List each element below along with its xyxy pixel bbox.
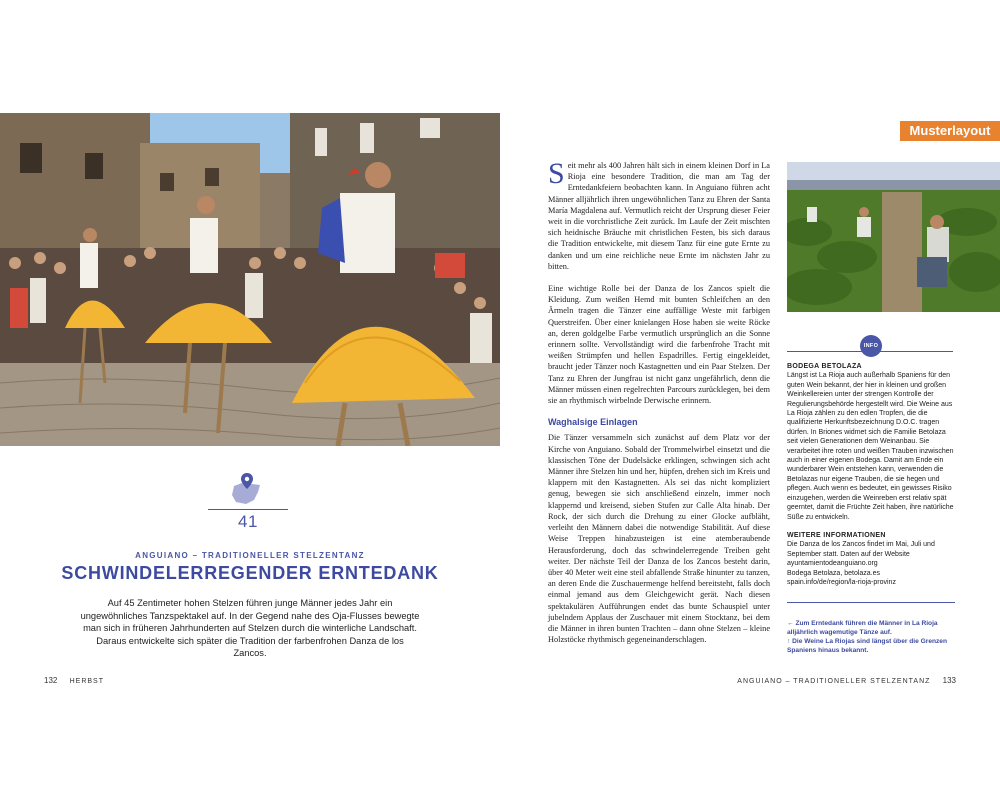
paragraph-2: Eine wichtige Rolle bei der Danza de los Zancos spielt die Kleidung. Zum weißen Hemd mit bunten Schleifchen an den Ärmeln tragen die Tänzer eine auffällige Weste mit farbigen Querstreifen. Über einer knielangen Hose haben sie weite Röcke an, deren goldgelbe Farbe vermutlich ursprünglich an die Sonne erinnern sollte. Vervollständigt wird die farbenfrohe Tracht mit weißen Strümpfen und hellen Espadrilles. Fertig eingekleidet, braucht jeder Tänzer noch Kastagnetten und ein Paar Stelzen. Der Tanz zu Ehren der Jungfrau ist nicht ganz ungefährlich, denn die Männer müssen einen regelrechten Parcours zurücklegen, bei dem sie an rhythmisch wirbelnde Derwische erinnern. [548,284,770,406]
folio-left [44,676,104,685]
link-anguiano[interactable]: ayuntamientodeanguiano.org [787,560,878,568]
chapter-number: 41 [238,512,258,531]
caption-1: ← Zum Erntedank führen die Männer in La Rioja alljährlich wagemutige Tänze auf. [787,620,938,636]
arrow-left-icon: ← [787,620,794,627]
section-right: ANGUIANO – TRADITIONELLER STELZENTANZ [737,678,931,685]
dropcap: S [548,157,565,190]
headline: SCHWINDELERREGENDER ERNTEDANK [61,563,439,583]
link-spain-info[interactable]: spain.info/de/region/la-rioja-provinz [787,578,896,586]
kicker: ANGUIANO – TRADITIONELLER STELZENTANZ [135,551,365,560]
link-betolaza[interactable]: Bodega Betolaza, betolaza.es [787,569,881,577]
spain-map-pin-icon [222,470,270,510]
subheading: Waghalsige Einlagen [548,417,638,428]
paragraph-3: Die Tänzer versammeln sich zunächst auf dem Platz vor der Kirche von Anguiano. Sobald der Trommelwirbel einsetzt und die klassischen Töne der Dudelsäcke erklingen, schwingen sich acht Männer ihre Stelzen hin und her, hüpfen, drehen sich im Kreis und klappern mit den Kastagnetten. Als sei das nicht kompliziert genug, bewegen sie sich anschließend einzeln, immer noch klappernd und kreisend, sieben Stufen zur Calle Alta hinab. Der Rock, der sich durch die Drehung zu einer Glocke aufbläht, verleiht den Männern dabei die notwendige Stabilität. Auf diese Weise Treppen hinabzusteigen ist eine atemberaubende Herausforderung, doch das schwindelerregende Treiben geht weiter. Der nächste Teil der Danza de los Zancos besteht darin, über 40 Meter weit eine steil abfallende Straße hinunter zu tanzen, an deren Ende die Zuschauermenge helfend bereitsteht, falls doch einmal jemand aus dem Gleichgewicht gerät. Nach diesen spektakulären Aufführungen endet das bunte Schauspiel unter jubelndem Applaus der Zuschauer mit einem Stocktanz, bei dem die Männer in ihren bunten Trachten – dann ohne Stelzen – kleine Holzstöcke rhythmisch gegeneinanderschlagen. [548,433,770,645]
info-sidebar [787,362,955,596]
info-badge: INFO [860,335,882,357]
page-number-left: 132 [44,676,58,685]
caption-rule [787,602,955,603]
info-text: Längst ist La Rioja auch außerhalb Spaniens für den guten Wein bekannt, der hier in kleinen und großen Weinkellereien unter der strengen Kontrolle der Regulierungsbehörde hergestellt wird. Die Weine aus La Rioja zählen zu den edlen Tropfen, die die qualifizierte Herkunftsbezeichnung D.O.C. tragen dürfen. In Briones widmet sich die Familie Betolaza seit vielen Generationen dem Weinanbau. Sie verarbeitet ihre roten und weißen Trauben inzwischen auch in einer eigenen Bodega. Damit am Ende ein wunderbarer Wein entstehen kann, verwenden die Betolazas nur eigene Trauben, die sie hegen und pflegen. Auch wenn es bedeutet, ein gewisses Risiko einzugehen, werden die Weinreben erst relativ spät geerntet, damit die Früchte Zeit haben, ihre natürliche Süße zu entwickeln. [787,372,954,521]
main-text-column [548,157,770,656]
section-left: HERBST [69,678,104,685]
arrow-up-icon: ↑ [787,638,791,646]
lead-paragraph: Auf 45 Zentimeter hohen Stelzen führen junge Männer jedes Jahr ein ungewöhnliches Tanzspektakel auf. In der Gegend nahe des Oja-Flusses bewegte man sich in früheren Jahrhunderten auf Stelzen durch die winterliche Landschaft. Daraus entwickelte sich später die Tradition der farbenfrohen Danza de los Zancos. [80,598,420,658]
caption-2: ↑ Die Weine La Riojas sind längst über die Grenzen Spaniens hinaus bekannt. [787,638,948,654]
paragraph-1: Seit mehr als 400 Jahren hält sich in einem kleinen Dorf in La Rioja eine besondere Tradition, die man am Tag der Erntedankfeiern beobachten kann. In Anguiano führen acht Männer alljährlich ihren ungewöhnlichen Tanz zu Ehren der Santa María Magdalena auf. Vermutlich reicht der Ursprung dieser Feier weit in die vorchristliche Zeit zurück. Im Laufe der Zeit mischten sich heidnische Bräuche mit christlichen Festen, bis sich daraus die Tradition entwickelte, mit diesem Tanz für eine gute Ernte zu danken und um eine reichliche neue Ernte im nächsten Jahr zu bitten. [548,157,770,271]
number-rule [208,509,288,510]
more-info-title: WEITERE INFORMATIONEN [787,531,886,539]
vineyard-photo [787,162,1000,312]
photo-captions [787,620,955,656]
info-title: BODEGA BETOLAZA [787,363,862,370]
musterlayout-badge: Musterlayout [900,121,1000,141]
folio-right [737,676,956,685]
more-info-text: Die Danza de los Zancos findet im Mai, Juli und September statt. Daten auf der Website [787,541,935,558]
main-photo-stilt-dancers [0,113,500,446]
page-number-right: 133 [942,676,956,685]
